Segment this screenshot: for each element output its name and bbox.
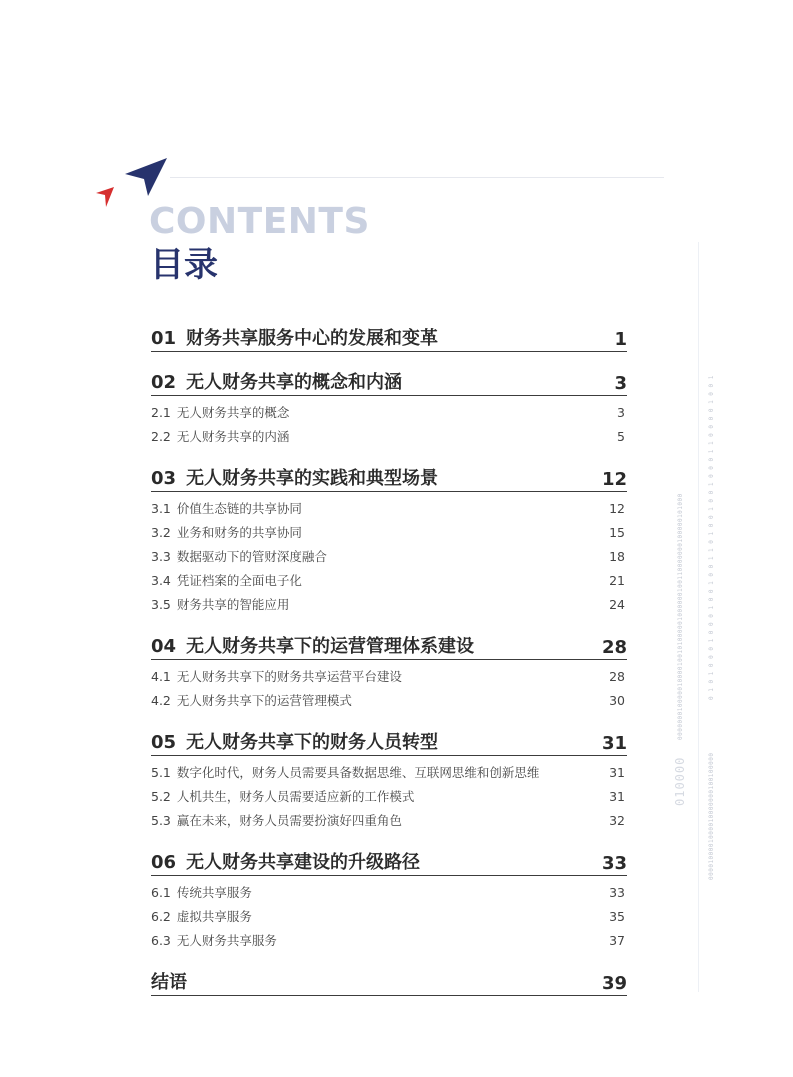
toc-section-5-2[interactable] — [151, 784, 627, 808]
section-number: 6.2 — [151, 909, 171, 924]
section-title: 无人财务共享下的财务共享运营平台建设 — [176, 669, 402, 684]
chapter-title: 无人财务共享的实践和典型场景 — [186, 468, 439, 489]
chapter-page-number: 3 — [614, 373, 627, 394]
header-divider — [170, 177, 664, 178]
section-number: 2.1 — [151, 405, 171, 420]
page-title: 目录 — [150, 245, 218, 285]
section-number: 3.3 — [151, 549, 171, 564]
section-number: 4.1 — [151, 669, 171, 684]
toc-section-3-2[interactable] — [151, 520, 627, 544]
toc-chapter-06[interactable] — [151, 846, 627, 876]
section-number: 5.1 — [151, 765, 171, 780]
chapter-title: 无人财务共享下的财务人员转型 — [186, 732, 439, 753]
chapter-number: 06 — [151, 852, 177, 873]
section-page-number: 30 — [609, 692, 625, 708]
section-page-number: 5 — [617, 428, 625, 444]
chapter-title: 财务共享服务中心的发展和变革 — [186, 328, 439, 349]
chapter-page-number: 28 — [601, 637, 627, 658]
section-page-number: 21 — [609, 572, 625, 588]
section-title: 数据驱动下的管财深度融合 — [176, 549, 327, 564]
chapter-page-number: 33 — [601, 853, 627, 874]
section-page-number: 35 — [609, 908, 625, 924]
toc-chapter-05[interactable] — [151, 726, 627, 756]
section-page-number: 31 — [609, 788, 625, 804]
section-page-number: 15 — [609, 524, 625, 540]
chapter-page-number: 31 — [601, 733, 627, 754]
chapter-heading — [151, 968, 187, 994]
section-number: 5.2 — [151, 789, 171, 804]
section-number: 2.2 — [151, 429, 171, 444]
chapter-page-number: 1 — [614, 329, 627, 350]
toc-spacer — [151, 616, 627, 630]
section-heading — [151, 883, 252, 901]
section-title: 无人财务共享下的运营管理模式 — [176, 693, 352, 708]
binary-decor-big: 010000 — [673, 756, 687, 806]
section-title: 财务共享的智能应用 — [176, 597, 290, 612]
section-title: 赢在未来，财务人员需要扮演好四重角色 — [176, 813, 402, 828]
section-page-number: 18 — [609, 548, 625, 564]
table-of-contents — [151, 322, 627, 996]
section-heading — [151, 403, 289, 421]
section-page-number: 37 — [609, 932, 625, 948]
toc-spacer — [151, 352, 627, 366]
toc-chapter-04[interactable] — [151, 630, 627, 660]
toc-spacer — [151, 712, 627, 726]
toc-section-4-2[interactable] — [151, 688, 627, 712]
section-heading — [151, 427, 289, 445]
section-number: 3.2 — [151, 525, 171, 540]
binary-decor-b: 0 1 0 1 0 0 0 1 0 0 0 1 0 0 1 0 0 1 1 0 1 0 0 1 0 0 1 0 0 0 1 1 0 0 0 0 1 0 0 1 — [708, 375, 715, 700]
section-heading — [151, 787, 414, 805]
toc-chapter-01[interactable] — [151, 322, 627, 352]
binary-decor-a: 000000010000010000100101000001000000100110000000100000101000 — [677, 493, 684, 740]
section-title: 虚拟共享服务 — [176, 909, 252, 924]
binary-decor-c: 0000100001000010000000100100000 — [708, 752, 715, 880]
section-number: 3.1 — [151, 501, 171, 516]
section-title: 业务和财务的共享协同 — [176, 525, 302, 540]
chapter-page-number: 12 — [601, 469, 627, 490]
toc-section-6-2[interactable] — [151, 904, 627, 928]
section-number: 3.5 — [151, 597, 171, 612]
toc-section-3-4[interactable] — [151, 568, 627, 592]
toc-section-6-3[interactable] — [151, 928, 627, 952]
toc-section-5-1[interactable] — [151, 760, 627, 784]
section-heading — [151, 499, 302, 517]
toc-section-3-1[interactable] — [151, 496, 627, 520]
section-title: 价值生态链的共享协同 — [176, 501, 302, 516]
section-number: 3.4 — [151, 573, 171, 588]
chapter-heading — [151, 324, 438, 350]
section-title: 传统共享服务 — [176, 885, 252, 900]
section-heading — [151, 667, 402, 685]
section-page-number: 31 — [609, 764, 625, 780]
chapter-number: 05 — [151, 732, 177, 753]
section-page-number: 12 — [609, 500, 625, 516]
chapter-number: 03 — [151, 468, 177, 489]
section-title: 无人财务共享的内涵 — [176, 429, 290, 444]
chapter-heading — [151, 632, 474, 658]
chapter-heading — [151, 464, 438, 490]
section-heading — [151, 811, 402, 829]
chapter-heading — [151, 848, 420, 874]
chapter-number: 01 — [151, 328, 177, 349]
section-page-number: 3 — [617, 404, 625, 420]
side-divider — [698, 242, 699, 992]
chapter-number: 02 — [151, 372, 177, 393]
chapter-title: 无人财务共享建设的升级路径 — [186, 852, 421, 873]
section-page-number: 24 — [609, 596, 625, 612]
section-heading — [151, 595, 289, 613]
section-number: 6.3 — [151, 933, 171, 948]
toc-section-4-1[interactable] — [151, 664, 627, 688]
chapter-title: 结语 — [151, 972, 187, 993]
toc-spacer — [151, 832, 627, 846]
section-heading — [151, 523, 302, 541]
toc-spacer — [151, 952, 627, 966]
toc-chapter-02[interactable] — [151, 366, 627, 396]
section-number: 5.3 — [151, 813, 171, 828]
section-heading — [151, 691, 352, 709]
toc-section-5-3[interactable] — [151, 808, 627, 832]
section-heading — [151, 931, 277, 949]
chapter-heading — [151, 728, 438, 754]
toc-section-3-3[interactable] — [151, 544, 627, 568]
section-page-number: 33 — [609, 884, 625, 900]
section-heading — [151, 907, 252, 925]
section-title: 凭证档案的全面电子化 — [176, 573, 302, 588]
toc-spacer — [151, 448, 627, 462]
toc-section-6-1[interactable] — [151, 880, 627, 904]
section-title: 人机共生，财务人员需要适应新的工作模式 — [176, 789, 415, 804]
section-heading — [151, 547, 327, 565]
contents-heading: CONTENTS — [149, 201, 370, 242]
chapter-title: 无人财务共享下的运营管理体系建设 — [186, 636, 475, 657]
section-heading — [151, 571, 302, 589]
section-page-number: 32 — [609, 812, 625, 828]
toc-section-2-2[interactable] — [151, 424, 627, 448]
section-title: 无人财务共享服务 — [176, 933, 277, 948]
toc-section-2-1[interactable] — [151, 400, 627, 424]
section-title: 数字化时代，财务人员需要具备数据思维、互联网思维和创新思维 — [176, 765, 540, 780]
section-number: 4.2 — [151, 693, 171, 708]
toc-chapter-03[interactable] — [151, 462, 627, 492]
toc-chapter-closing[interactable] — [151, 966, 627, 996]
chapter-title: 无人财务共享的概念和内涵 — [186, 372, 403, 393]
chapter-page-number: 39 — [601, 973, 627, 994]
chapter-number: 04 — [151, 636, 177, 657]
section-number: 6.1 — [151, 885, 171, 900]
section-title: 无人财务共享的概念 — [176, 405, 290, 420]
toc-section-3-5[interactable] — [151, 592, 627, 616]
section-page-number: 28 — [609, 668, 625, 684]
chapter-heading — [151, 368, 402, 394]
section-heading — [151, 763, 539, 781]
